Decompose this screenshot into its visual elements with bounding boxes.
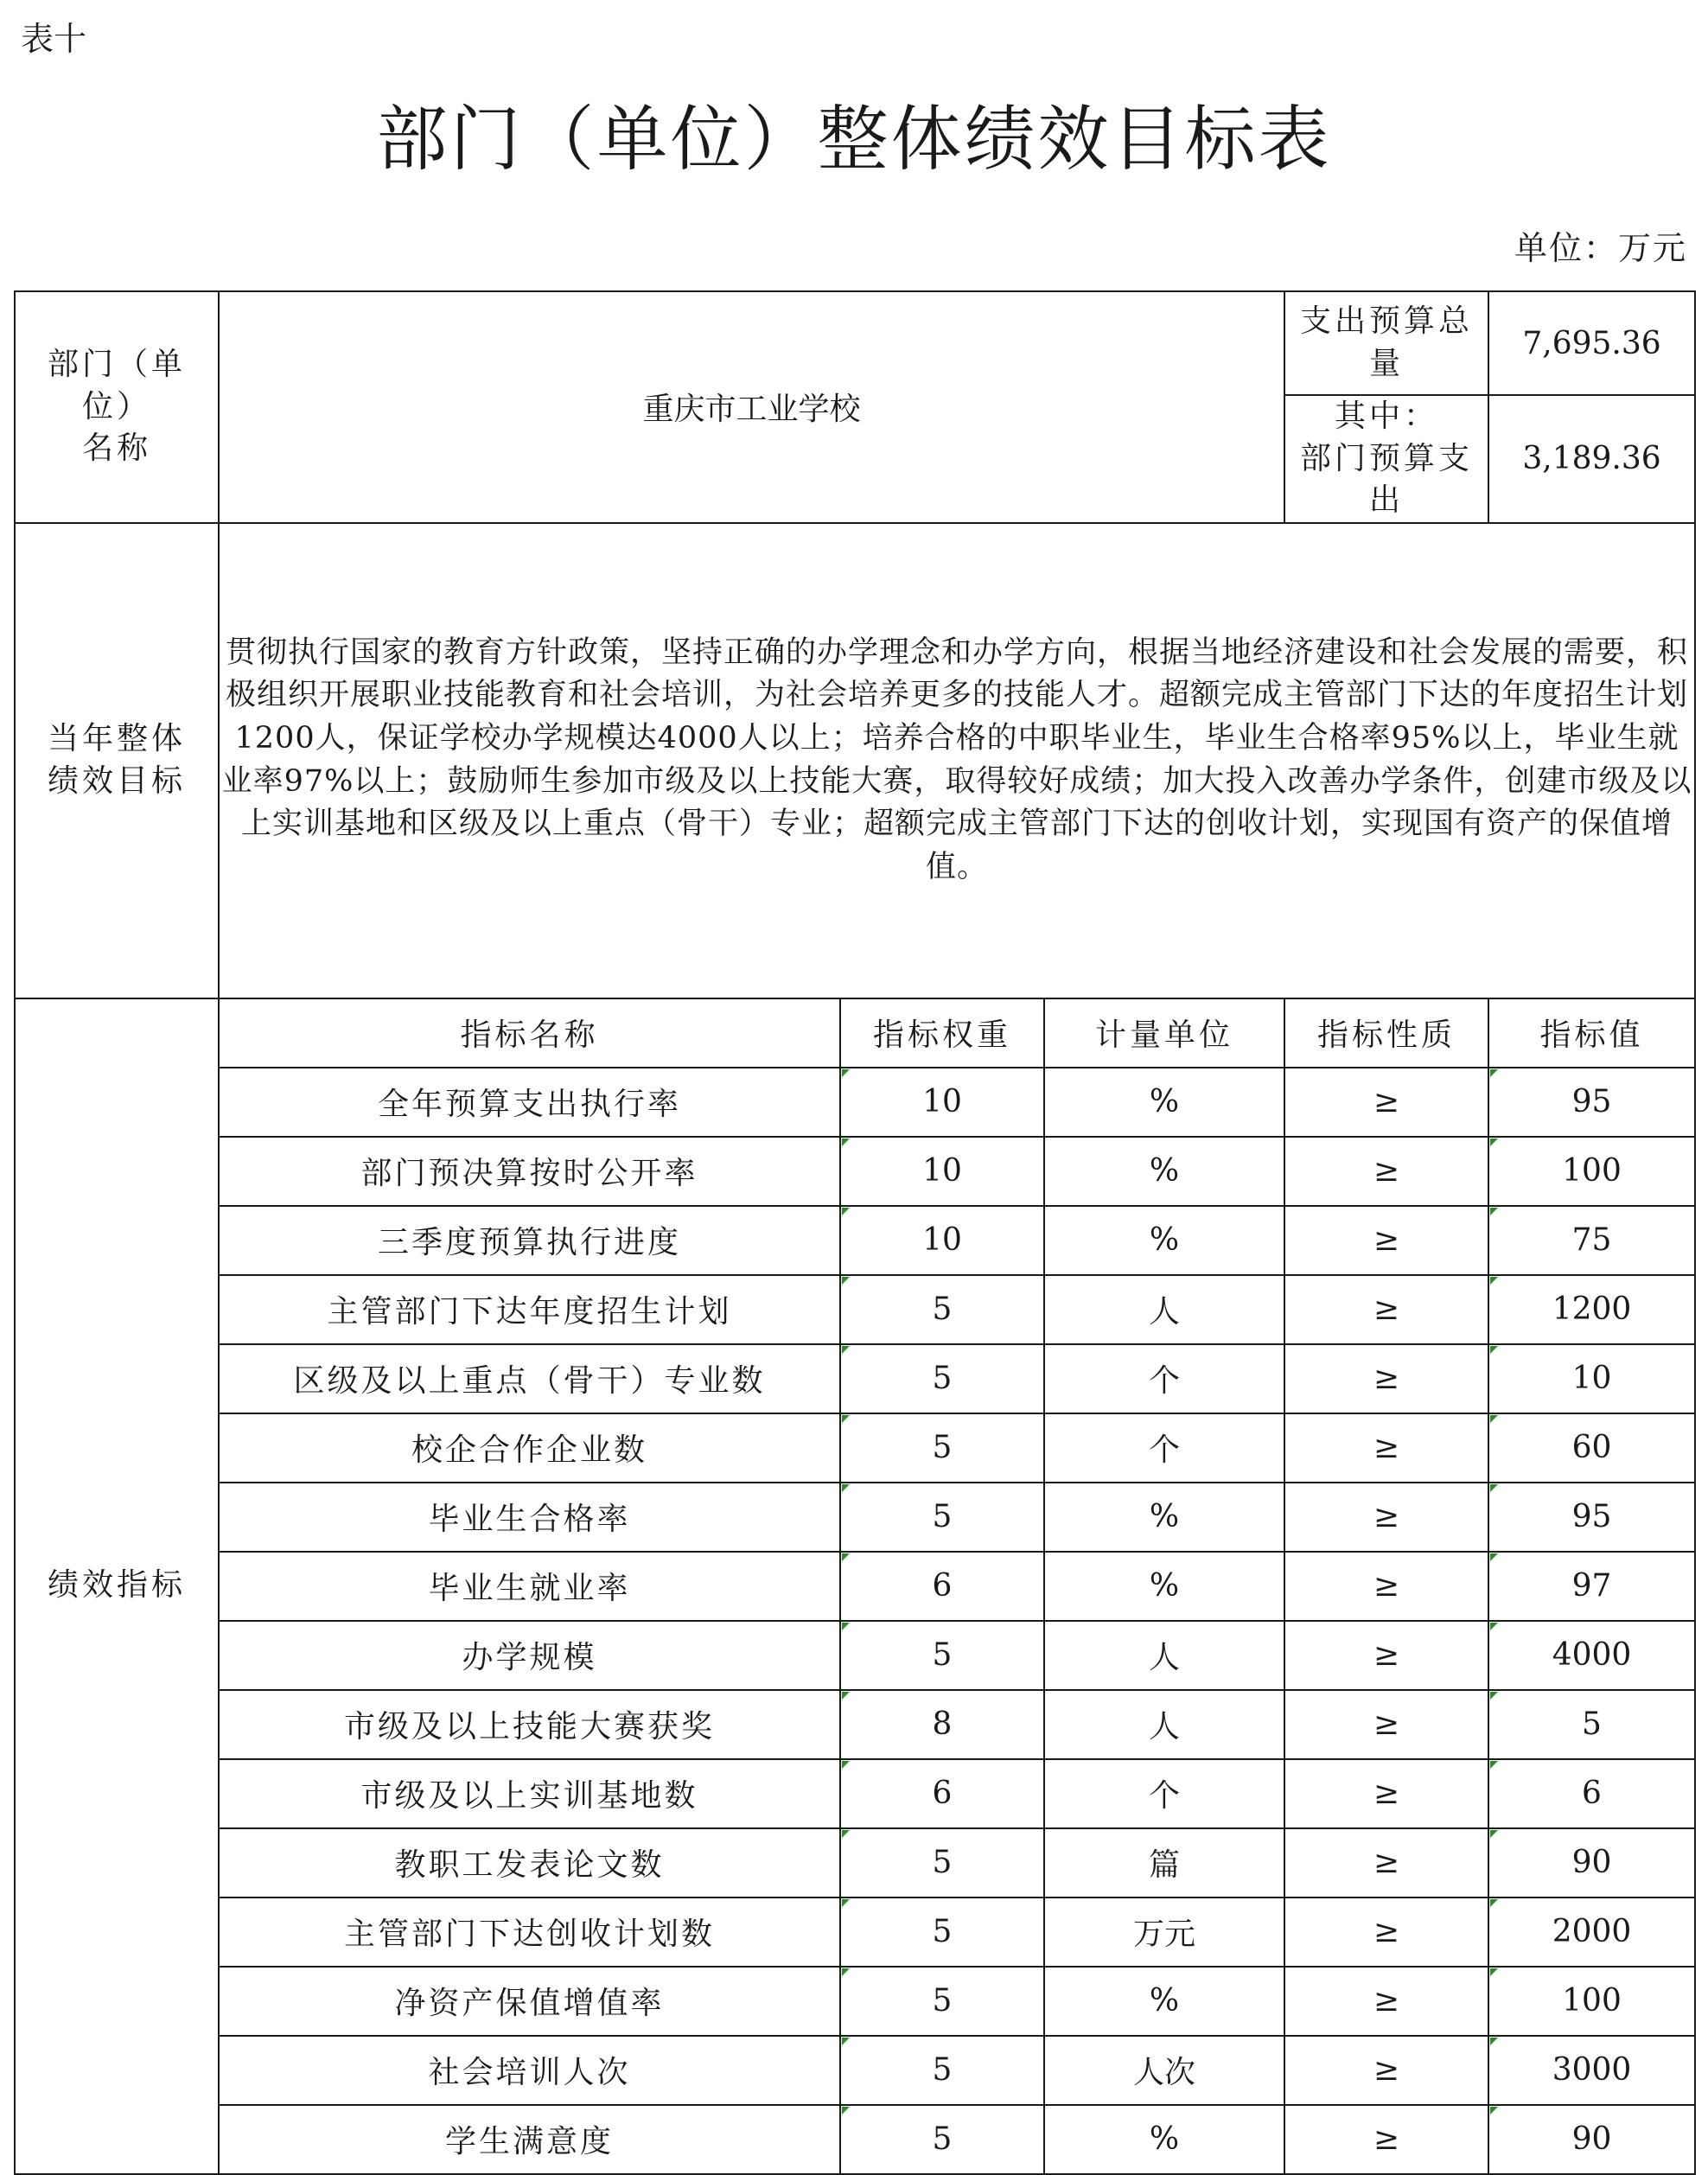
indicator-weight: 5 [840,1483,1044,1552]
indicator-name: 毕业生就业率 [219,1552,840,1621]
dept-name: 重庆市工业学校 [219,291,1284,523]
table-row [15,1967,1695,2036]
indicator-name: 净资产保值增值率 [219,1967,840,2036]
indicator-name: 部门预决算按时公开率 [219,1137,840,1206]
performance-table [14,290,1696,2175]
indicator-value: 90 [1488,2105,1695,2174]
table-row [15,2036,1695,2105]
indicator-value: 60 [1488,1413,1695,1483]
indicator-value: 95 [1488,1068,1695,1137]
header-value: 指标值 [1488,998,1695,1068]
indicator-value: 100 [1488,1967,1695,2036]
indicator-nature: ≥ [1284,1344,1488,1413]
indicator-label: 绩效指标 [15,998,219,2174]
indicator-nature: ≥ [1284,1413,1488,1483]
header-name: 指标名称 [219,998,840,1068]
indicator-weight: 6 [840,1552,1044,1621]
indicator-nature: ≥ [1284,1828,1488,1898]
indicator-weight: 10 [840,1137,1044,1206]
table-row [15,2105,1695,2174]
indicator-nature: ≥ [1284,1898,1488,1967]
indicator-name: 主管部门下达年度招生计划 [219,1275,840,1344]
table-row [15,1621,1695,1690]
dept-label: 部门（单位） 名称 [15,291,219,523]
indicator-nature: ≥ [1284,1275,1488,1344]
indicator-unit: % [1044,2105,1284,2174]
budget-dept-label: 其中： 部门预算支出 [1284,395,1488,523]
indicator-weight: 5 [840,1275,1044,1344]
indicator-unit: 万元 [1044,1898,1284,1967]
indicator-name: 主管部门下达创收计划数 [219,1898,840,1967]
table-row [15,1759,1695,1828]
goal-label: 当年整体 绩效目标 [15,523,219,998]
indicator-name: 校企合作企业数 [219,1413,840,1483]
indicator-name: 社会培训人次 [219,2036,840,2105]
header-weight: 指标权重 [840,998,1044,1068]
indicator-nature: ≥ [1284,2105,1488,2174]
table-row [15,1898,1695,1967]
indicator-unit: 人 [1044,1275,1284,1344]
indicator-name: 办学规模 [219,1621,840,1690]
indicator-value: 97 [1488,1552,1695,1621]
indicator-unit: % [1044,1137,1284,1206]
indicator-value: 4000 [1488,1621,1695,1690]
table-number: 表十 [21,20,87,58]
indicator-unit: % [1044,1068,1284,1137]
indicator-weight: 5 [840,1828,1044,1898]
indicator-value: 3000 [1488,2036,1695,2105]
indicator-unit: 人 [1044,1690,1284,1759]
header-nature: 指标性质 [1284,998,1488,1068]
indicator-name: 区级及以上重点（骨干）专业数 [219,1344,840,1413]
page-title: 部门（单位）整体绩效目标表 [376,99,1332,181]
indicator-weight: 10 [840,1068,1044,1137]
indicator-weight: 5 [840,2036,1044,2105]
budget-total-label: 支出预算总量 [1284,291,1488,395]
indicator-weight: 5 [840,2105,1044,2174]
indicator-nature: ≥ [1284,1967,1488,2036]
indicator-weight: 5 [840,1967,1044,2036]
header-unit: 计量单位 [1044,998,1284,1068]
indicator-value: 2000 [1488,1898,1695,1967]
indicator-unit: % [1044,1206,1284,1275]
indicator-value: 95 [1488,1483,1695,1552]
indicator-nature: ≥ [1284,1483,1488,1552]
budget-total-value: 7,695.36 [1488,291,1695,395]
indicator-nature: ≥ [1284,1206,1488,1275]
indicator-value: 6 [1488,1759,1695,1828]
table-row [15,1828,1695,1898]
indicator-unit: % [1044,1552,1284,1621]
indicator-name: 学生满意度 [219,2105,840,2174]
table-row [15,1483,1695,1552]
indicator-nature: ≥ [1284,1621,1488,1690]
table-row [15,1275,1695,1344]
indicator-unit: % [1044,1967,1284,2036]
indicator-weight: 6 [840,1759,1044,1828]
indicator-unit: 个 [1044,1413,1284,1483]
indicator-name: 市级及以上技能大赛获奖 [219,1690,840,1759]
indicator-value: 75 [1488,1206,1695,1275]
indicator-unit: 人 [1044,1621,1284,1690]
table-row [15,1206,1695,1275]
table-row [15,1413,1695,1483]
indicator-weight: 5 [840,1413,1044,1483]
indicator-weight: 8 [840,1690,1044,1759]
indicator-nature: ≥ [1284,1068,1488,1137]
budget-dept-value: 3,189.36 [1488,395,1695,523]
indicator-unit: 个 [1044,1759,1284,1828]
indicator-name: 教职工发表论文数 [219,1828,840,1898]
table-row [15,1137,1695,1206]
indicator-weight: 10 [840,1206,1044,1275]
indicator-nature: ≥ [1284,1137,1488,1206]
indicator-nature: ≥ [1284,1759,1488,1828]
indicator-value: 10 [1488,1344,1695,1413]
indicator-value: 5 [1488,1690,1695,1759]
goal-text: 贯彻执行国家的教育方针政策，坚持正确的办学理念和办学方向，根据当地经济建设和社会发展的需要，积极组织开展职业技能教育和社会培训，为社会培养更多的技能人才。超额完成主管部门下达的年度招生计划1200人，保证学校办学规模达4000人以上；培养合格的中职毕业生，毕业生合格率95%以上，毕业生就业率97%以上；鼓励师生参加市级及以上技能大赛，取得较好成绩；加大投入改善办学条件，创建市级及以上实训基地和区级及以上重点（骨干）专业；超额完成主管部门下达的创收计划，实现国有资产的保值增值。 [219,523,1695,998]
indicator-unit: 篇 [1044,1828,1284,1898]
indicator-weight: 5 [840,1898,1044,1967]
table-row [15,1068,1695,1137]
indicator-value: 90 [1488,1828,1695,1898]
indicator-name: 毕业生合格率 [219,1483,840,1552]
indicator-nature: ≥ [1284,1690,1488,1759]
indicator-nature: ≥ [1284,1552,1488,1621]
indicator-unit: % [1044,1483,1284,1552]
indicator-value: 100 [1488,1137,1695,1206]
table-row [15,1344,1695,1413]
table-row [15,1552,1695,1621]
indicator-nature: ≥ [1284,2036,1488,2105]
indicator-value: 1200 [1488,1275,1695,1344]
indicator-weight: 5 [840,1621,1044,1690]
indicator-name: 三季度预算执行进度 [219,1206,840,1275]
indicator-name: 市级及以上实训基地数 [219,1759,840,1828]
indicator-weight: 5 [840,1344,1044,1413]
indicator-unit: 个 [1044,1344,1284,1413]
unit-note: 单位：万元 [1514,229,1687,267]
indicator-name: 全年预算支出执行率 [219,1068,840,1137]
table-row [15,1690,1695,1759]
indicator-unit: 人次 [1044,2036,1284,2105]
